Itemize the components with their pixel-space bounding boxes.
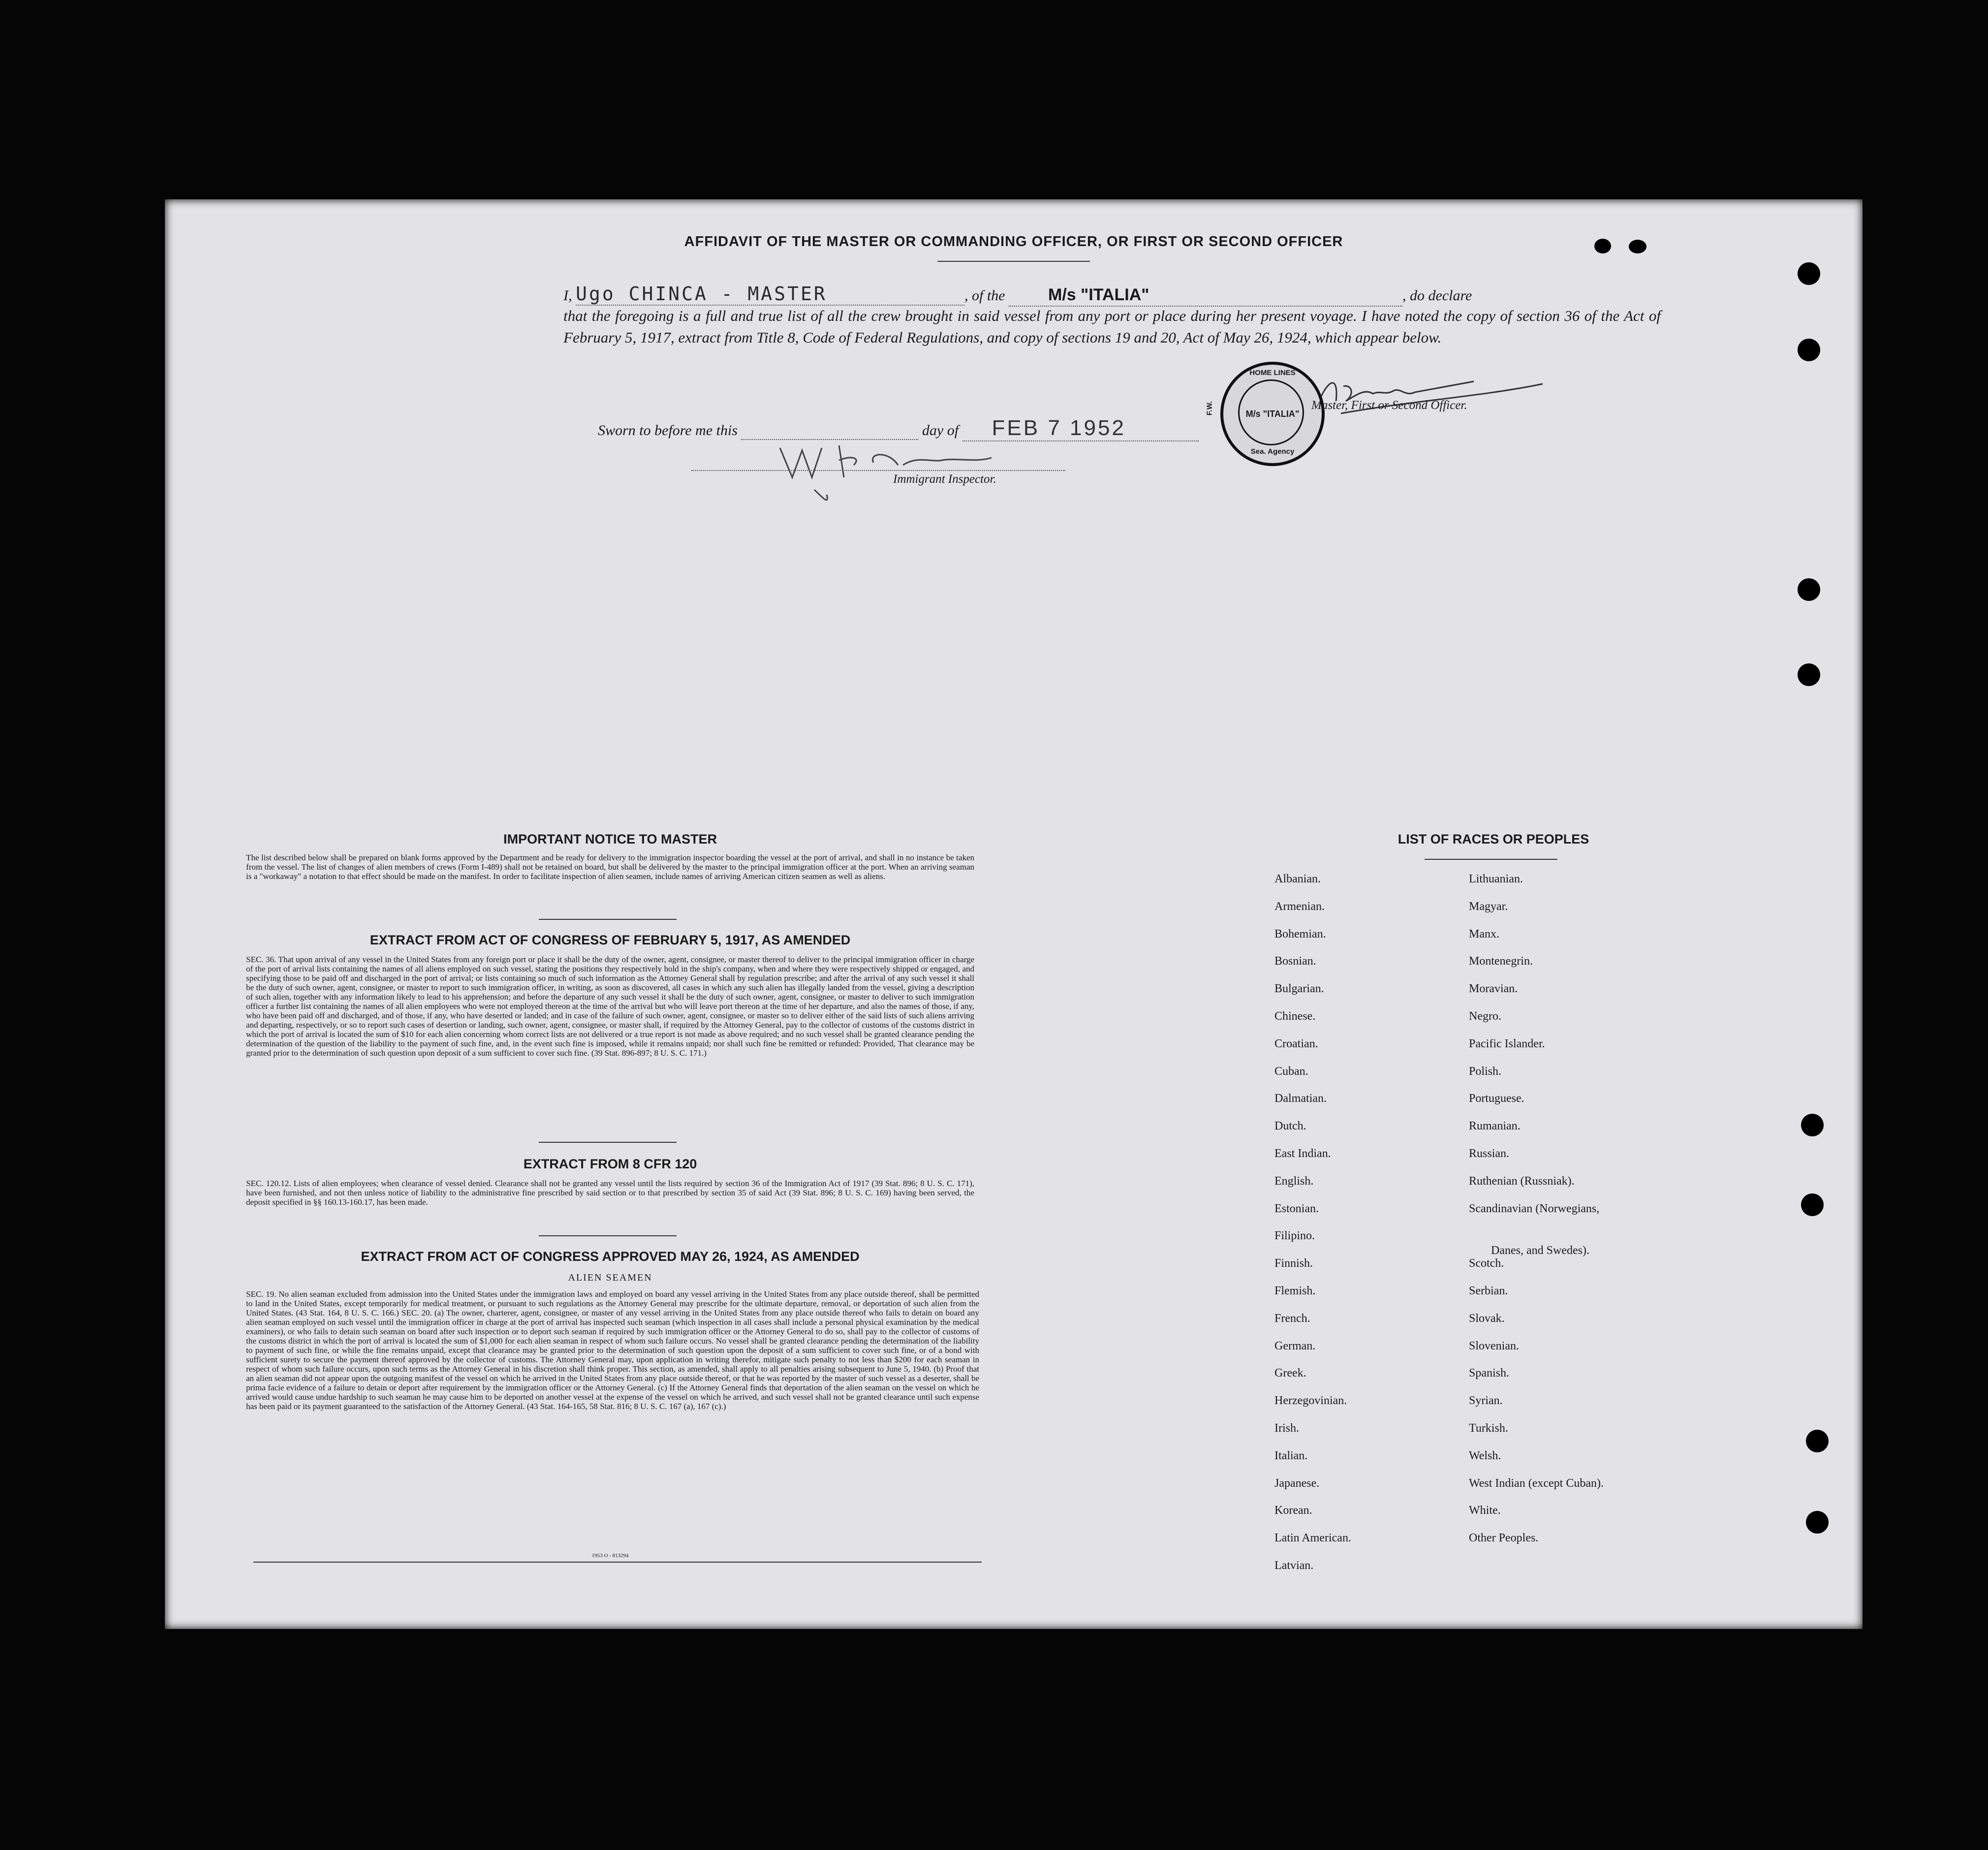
race-item: Bohemian. xyxy=(1274,927,1326,941)
race-item: Scotch. xyxy=(1469,1257,1504,1270)
stamp-top-text: HOME LINES xyxy=(1249,369,1296,377)
race-item: Pacific Islander. xyxy=(1469,1037,1545,1050)
declaration-line xyxy=(563,283,1661,307)
race-item: Magyar. xyxy=(1469,900,1508,913)
race-item: Irish. xyxy=(1274,1422,1299,1435)
race-item: Latin American. xyxy=(1274,1532,1351,1545)
race-item: Turkish. xyxy=(1469,1422,1508,1435)
binder-hole xyxy=(1801,1114,1824,1136)
binder-hole xyxy=(1806,1511,1829,1534)
binder-hole xyxy=(1798,578,1820,601)
race-item: White. xyxy=(1469,1504,1501,1517)
race-item: Croatian. xyxy=(1274,1037,1318,1050)
stamp-center-text: M/s "ITALIA" xyxy=(1245,409,1300,419)
extract-1917-divider xyxy=(539,1142,677,1143)
race-item: Flemish. xyxy=(1274,1285,1316,1297)
race-item: Polish. xyxy=(1469,1065,1502,1078)
race-item: Chinese. xyxy=(1274,1010,1316,1023)
race-item: Scandinavian (Norwegians, xyxy=(1469,1202,1600,1215)
inspector-signature-line xyxy=(691,470,1065,471)
bottom-rule xyxy=(253,1562,982,1563)
affidavit-title: AFFIDAVIT OF THE MASTER OR COMMANDING OFFICER, OR FIRST OR SECOND OFFICER xyxy=(684,234,1343,250)
of-the-text: , of the xyxy=(964,287,1005,304)
race-item: Filipino. xyxy=(1274,1229,1315,1243)
race-item: Finnish. xyxy=(1274,1257,1313,1270)
extract-cfr-title: EXTRACT FROM 8 CFR 120 xyxy=(523,1157,697,1171)
extract-1917-text: SEC. 36. That upon arrival of any vessel in the United States from any foreign port or place it shall be the duty of the owner, agent, consignee, or master thereof to deliver to the principal immigration officer in charge of the port of arrival lists containing the names of all aliens employed on such vessel, stating the positions they respectively hold in the ship's company, when and where they were respectively shipped or engaged, and specifying those to be paid off and discharged in the port of arrival; or lists containing so much of such information as the Attorney General shall by regulation prescribe; and after the arrival of any such vessel it shall be the duty of such owner, agent, consignee, or master to report to such immigration officer, in writing, as soon as discovered, all cases in which any such alien has illegally landed from the vessel, giving a description of such alien, together with any information likely to lead to his apprehension; and before the departure of any such vessel it shall be the duty of such owner, agent, consignee, or master to deliver to such immigration officer a further list containing the names of all alien employees who were not employed thereon at the time of the arrival but who will leave port thereon at the time of her departure, and also the names of those, if any, who have been paid off and discharged, and of those, if any, who have deserted or landed; and in case of the failure of such owner, agent, consignee, or master so to deliver either of the said lists of such aliens arriving and departing, respectively, or so to report such cases of desertion or landing, such owner, agent, consignee, or master shall, if required by the Attorney General, pay to the collector of customs of the customs district in which the port of arrival is located the sum of $10 for each alien concerning whom correct lists are not delivered or a true report is not made as above required; and no such vessel shall be granted clearance pending the determination of the question of the liability to the payment of such fine, and, in the event such fine is imposed, while it remains unpaid; nor shall such fine be remitted or refunded: Provided, That clearance may be granted prior to the determination of such question upon deposit of a sum sufficient to cover such fine. (39 Stat. 896-897; 8 U. S. C. 171.) xyxy=(246,955,974,1058)
binder-hole xyxy=(1798,339,1820,361)
race-item: French. xyxy=(1274,1312,1310,1325)
document-sheet xyxy=(165,199,1863,1629)
race-item: Dalmatian. xyxy=(1274,1092,1327,1105)
declaration-lead: I, xyxy=(563,287,572,304)
race-item: Cuban. xyxy=(1274,1065,1308,1078)
race-item: Bosnian. xyxy=(1274,955,1316,968)
races-divider xyxy=(1425,859,1557,860)
home-lines-stamp xyxy=(1205,362,1325,466)
day-of-text: day of xyxy=(922,422,959,439)
master-name-handwritten: Ugo CHINCA - MASTER xyxy=(576,283,964,306)
race-item: Syrian. xyxy=(1469,1394,1503,1408)
inspector-caption: Immigrant Inspector. xyxy=(893,472,996,486)
stamp-bottom-text: Sea. Agency xyxy=(1250,447,1295,456)
do-declare-text: , do declare xyxy=(1402,287,1472,304)
race-item: Bulgarian. xyxy=(1274,982,1324,996)
race-item: Moravian. xyxy=(1469,982,1518,996)
vessel-name: M/s "ITALIA" xyxy=(1009,284,1402,307)
notice-divider xyxy=(539,919,677,920)
master-caption: Master, First or Second Officer. xyxy=(1311,399,1467,412)
extract-1924-title: EXTRACT FROM ACT OF CONGRESS APPROVED MAY 26, 1924, AS AMENDED xyxy=(361,1249,860,1264)
race-item: Japanese. xyxy=(1274,1476,1320,1490)
race-item: Montenegrin. xyxy=(1469,955,1533,968)
race-item: Dutch. xyxy=(1274,1120,1306,1133)
print-code: 1953 O - 813294 xyxy=(591,1553,629,1559)
binder-hole xyxy=(1798,663,1820,686)
title-divider xyxy=(937,261,1090,262)
race-item: Armenian. xyxy=(1274,900,1325,913)
stamp-left-text: F.W. xyxy=(1205,401,1214,416)
race-item: Welsh. xyxy=(1469,1449,1501,1462)
race-item: East Indian. xyxy=(1274,1147,1331,1160)
sworn-text: Sworn to before me this xyxy=(598,422,738,439)
race-item: Slovak. xyxy=(1469,1312,1505,1325)
race-item: Greek. xyxy=(1274,1367,1306,1380)
race-item: Italian. xyxy=(1274,1449,1308,1462)
date-stamp: FEB 7 1952 xyxy=(963,416,1199,441)
race-item: Albanian. xyxy=(1274,873,1321,885)
race-item: Spanish. xyxy=(1469,1367,1510,1380)
race-item: English. xyxy=(1274,1174,1314,1188)
extract-cfr-text: SEC. 120.12. Lists of alien employees; when clearance of vessel denied. Clearance shall not be granted any vessel until the lists required by section 36 of the Immigration Act of 1917 (39 Stat. 896; 8 U. S. C. 171), have been furnished, and not then unless notice of liability to the administrative fine prescribed by said section or to that prescribed by section 35 of said Act (39 Stat. 896; 8 U. S. C. 169) having been served, the deposit specified in §§ 160.13-160.17, has been made. xyxy=(246,1179,974,1207)
race-item: Rumanian. xyxy=(1469,1120,1521,1133)
declaration-body: that the foregoing is a full and true list of all the crew brought in said vessel from any port or place during her present voyage. I have noted the copy of section 36 of the Act of February 5, 1917, extract from Title 8, Code of Federal Regulations, and copy of sections 19 and 20, Act of May 26, 1924, which appear below. xyxy=(563,307,1661,346)
race-item: Ruthenian (Russniak). xyxy=(1469,1174,1575,1188)
race-item: Negro. xyxy=(1469,1010,1501,1023)
race-item: Danes, and Swedes). xyxy=(1491,1244,1589,1257)
race-item: German. xyxy=(1274,1339,1316,1352)
extract-1917-title: EXTRACT FROM ACT OF CONGRESS OF FEBRUARY 5, 1917, AS AMENDED xyxy=(370,933,851,947)
race-item: Estonian. xyxy=(1274,1202,1319,1215)
binder-hole xyxy=(1801,1193,1824,1216)
race-item: Portuguese. xyxy=(1469,1092,1524,1105)
notice-text: The list described below shall be prepared on blank forms approved by the Department and be ready for delivery to the immigration inspector boarding the vessel at the port of arrival, and shall in no instance be taken from the vessel. The list of changes of alien members of crews (Form I-489) shall not be retained on board, but shall be delivered by the master to the principal immigration officer at the port. When an arriving seaman is a "workaway" a notation to that effect should be made on the manifest. In order to facilitate inspection of alien seamen, include names of arriving American citizen seamen as well as aliens. xyxy=(246,853,974,881)
binder-hole xyxy=(1798,262,1820,285)
race-item: Manx. xyxy=(1469,927,1499,941)
race-item: Lithuanian. xyxy=(1469,873,1523,885)
race-item: Russian. xyxy=(1469,1147,1510,1160)
race-item: Herzegovinian. xyxy=(1274,1394,1347,1408)
race-item: West Indian (except Cuban). xyxy=(1469,1476,1604,1490)
binder-hole xyxy=(1806,1430,1829,1452)
extract-1924-text: SEC. 19. No alien seaman excluded from admission into the United States under the immigration laws and employed on board any vessel arriving in the United States from any place outside thereof, shall be permitted to land in the United States, except temporarily for medical treatment, or pursuant to such regulations as the Attorney General may prescribe for the ultimate departure, removal, or deportation of such alien from the United States. (43 Stat. 164, 8 U. S. C. 166.) SEC. 20. (a) The owner, charterer, agent, consignee, or master of any vessel arriving in the United States from any place outside thereof who fails to detain on board any alien seaman employed on such vessel until the immigration officer in charge at the port of arrival has inspected such seaman (which inspection in all cases shall include a personal physical examination by the medical examiners), or who fails to detain such seaman on board after such inspection or to deport such seaman if required by such immigration officer or the Attorney General to do so, shall pay to the collector of customs of the customs district in which the port of arrival is located the sum of $1,000 for each alien seaman in respect of whom such failure occurs. No vessel shall be granted clearance pending the determination of the liability to payment of such fine, or while the fine remains unpaid, except that clearance may be granted prior to the determination of such question upon the deposit of a sum sufficient to cover such fine, or of a bond with sufficient surety to secure the payment thereof approved by the collector of customs. The Attorney General may, upon application in writing therefor, mitigate such penalty to not less than $200 for each seaman in respect of whom such failure occurs, upon such terms as the Attorney General in his discretion shall think proper. This section, as amended, shall apply to all penalties arising subsequent to June 5, 1940. (b) Proof that an alien seaman did not appear upon the outgoing manifest of the vessel on which he arrived in the United States from any place outside thereof, or that he was reported by the master of such vessel as a deserter, shall be prima facie evidence of a failure to detain or deport after requirement by the immigration officer or the Attorney General. (c) If the Attorney General finds that deportation of the alien seaman on the vessel on which he arrived would cause undue hardship to such seaman he may cause him to be deported on another vessel at the expense of the vessel on which he arrived, and such vessel shall not be granted clearance until such expense has been paid or its payment guaranteed to the satisfaction of the Attorney General. (43 Stat. 164-165, 58 Stat. 816; 8 U. S. C. 167 (a), 167 (c).) xyxy=(246,1289,979,1411)
race-item: Slovenian. xyxy=(1469,1339,1519,1352)
race-item: Korean. xyxy=(1274,1504,1312,1517)
races-title: LIST OF RACES OR PEOPLES xyxy=(1398,832,1589,847)
race-item: Latvian. xyxy=(1274,1559,1314,1572)
extract-cfr-divider xyxy=(539,1235,677,1236)
race-item: Other Peoples. xyxy=(1469,1532,1539,1545)
race-item: Serbian. xyxy=(1469,1285,1508,1297)
alien-seamen-subtitle: ALIEN SEAMEN xyxy=(568,1272,652,1283)
notice-title: IMPORTANT NOTICE TO MASTER xyxy=(503,832,717,847)
